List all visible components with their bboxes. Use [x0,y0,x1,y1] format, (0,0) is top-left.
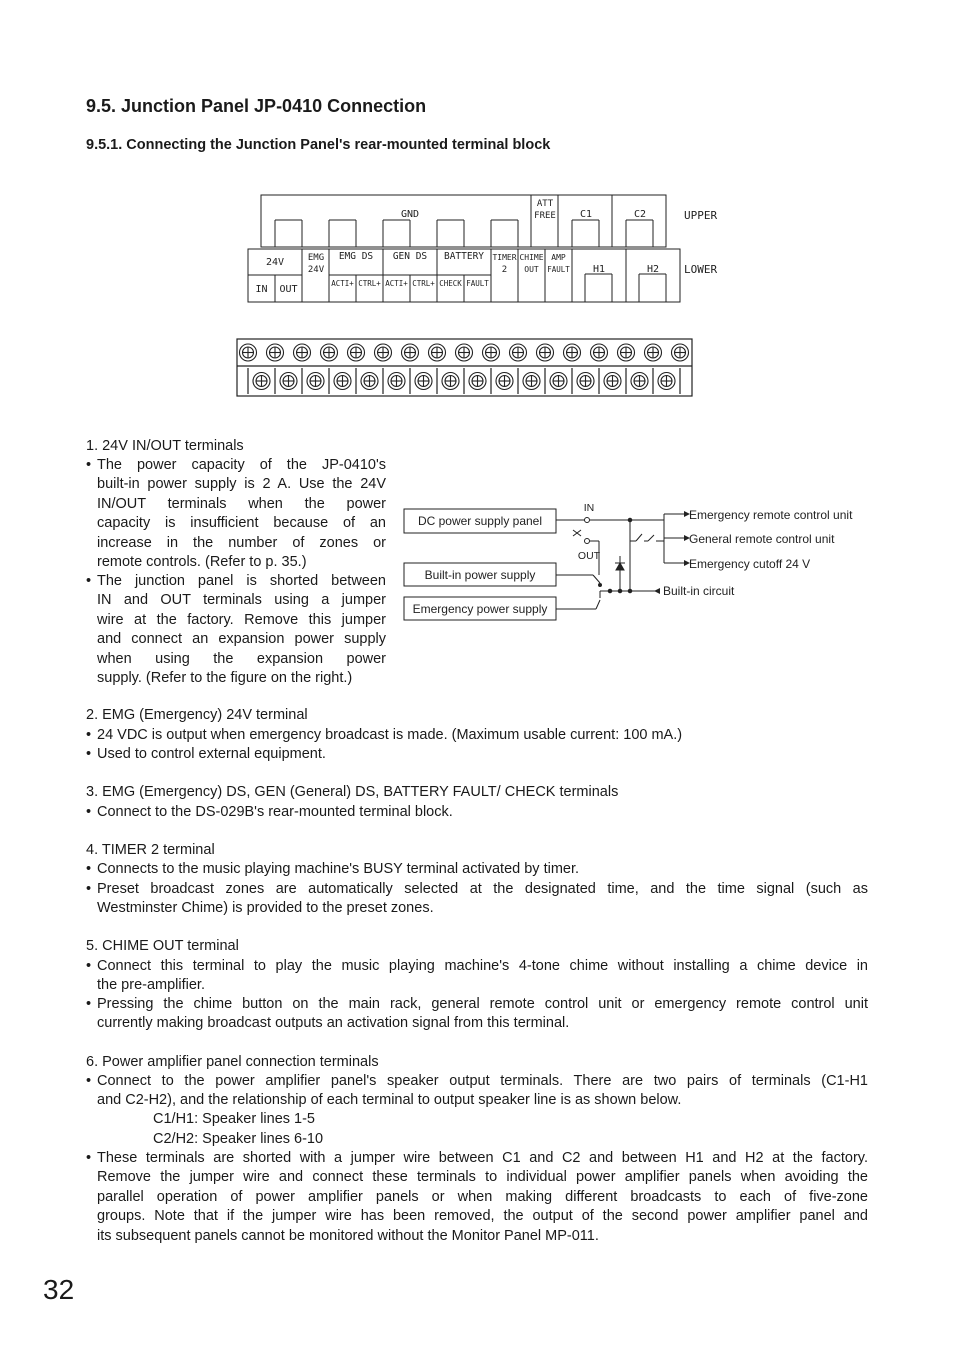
label-gnd: GND [400,209,420,220]
label-gen-ds: GEN DS [392,251,428,262]
item1-heading: 1. 24V IN/OUT terminals [86,438,244,454]
item5-bullet-2: • Pressing the chime button on the main rack, general remote control unit or emergency remote control unit currently making broadcast outputs an activation signal from this terminal. [86,996,868,1032]
label-c1: C1 [579,209,593,220]
item2-bullet-1: • 24 VDC is output when emergency broadcast is made. (Maximum usable current: 100 mA.) [86,726,682,745]
label-emg: EMG [307,253,325,263]
label-gen-remote: General remote control unit [689,532,835,546]
label-amp: AMP [551,253,566,262]
item4-heading: 4. TIMER 2 terminal [86,842,215,858]
label-upper: UPPER [684,209,718,222]
item5-bullet-1: • Connect this terminal to play the music playing machine's 4-tone chime without installing a chime device in the pre-amplifier. [86,958,868,994]
label-amp-fault: FAULT [547,265,570,274]
item2-heading: 2. EMG (Emergency) 24V terminal [86,707,308,723]
item6-bullet-1: • Connect to the power amplifier panel's speaker output terminals. There are two pairs of terminals (C1-H1 and C2-H2), and the relationship of each terminal to output speaker line is as shown below. [86,1073,868,1109]
item3-heading: 3. EMG (Emergency) DS, GEN (General) DS, BATTERY FAULT/ CHECK terminals [86,784,619,800]
label-acti-1: ACTI+ [331,279,354,288]
item6-heading: 6. Power amplifier panel connection terminals [86,1054,379,1070]
item1-bullet-1: • The power capacity of the JP-0410's built-in power supply is 2 A. Use the 24V IN/OUT terminals when the power capacity is insufficient because of an increase in the number of zones or remote controls. (Refer to p. 35.) [86,457,386,571]
item4-bullet-2: • Preset broadcast zones are automatically selected at the designated time, and the time signal (such as Westminster Chime) is provided to the preset zones. [86,881,868,917]
label-chime: CHIME [519,253,544,262]
item6-bullet-2: • These terminals are shorted with a jumper wire between C1 and C2 and between H1 and H2 at the factory. Remove the jumper wire and connect these terminals to individual power amplifier panels when avoiding the parallel operation of power amplifier panels or when making different broadcasts to each of five-zone groups. Note that if the jumper wire has been removed, the output of the second power amplifier panel and its subsequent panels cannot be monitored without the Monitor Panel MP-011. [86,1150,868,1244]
label-circuit-in: IN [583,502,595,514]
item3-bullet-1: • Connect to the DS-029B's rear-mounted terminal block. [86,803,453,822]
page-number: 32 [43,1274,75,1305]
label-check: CHECK [439,279,462,288]
item6-c2h2: C2/H2: Speaker lines 6-10 [153,1131,324,1147]
label-builtin-supply: Built-in power supply [424,568,536,582]
label-h1: H1 [592,264,606,275]
label-emg-cutoff: Emergency cutoff 24 V [689,557,811,571]
label-timer: TIMER [492,253,517,262]
label-c2: C2 [633,209,647,220]
label-ctrl-2: CTRL+ [412,279,435,288]
label-chime-out: OUT [524,265,539,274]
label-lower: LOWER [684,263,718,276]
label-free: FREE [534,211,556,221]
label-circuit-out: OUT [577,550,601,562]
label-fault: FAULT [466,279,489,288]
item5-heading: 5. CHIME OUT terminal [86,938,239,954]
label-builtin-circuit: Built-in circuit [663,584,735,598]
label-emg-supply: Emergency power supply [412,602,548,616]
label-h2: H2 [646,264,660,275]
label-emg-ds: EMG DS [338,251,374,262]
label-att: ATT [536,199,554,209]
label-in: IN [255,284,268,295]
label-emg-24v: 24V [307,265,325,275]
label-ctrl-1: CTRL+ [358,279,381,288]
item2-bullet-2: • Used to control external equipment. [86,745,326,764]
label-out: OUT [279,284,298,295]
section-title: 9.5. Junction Panel JP-0410 Connection [86,96,427,116]
label-24v: 24V [265,257,285,268]
subsection-title: 9.5.1. Connecting the Junction Panel's rear-mounted terminal block [86,137,551,153]
item1-bullet-2: • The junction panel is shorted between IN and OUT terminals using a jumper wire at the factory. Remove this jumper and connect an expansion power supply when using the expansion power supply. (Refer to the figure on the right.) [86,573,386,687]
label-emg-remote: Emergency remote control unit [689,508,853,522]
item6-c1h1: C1/H1: Speaker lines 1-5 [153,1111,315,1127]
item4-bullet-1: • Connects to the music playing machine's BUSY terminal activated by timer. [86,860,579,879]
label-timer-2: 2 [501,265,508,275]
label-acti-2: ACTI+ [385,279,408,288]
label-dc-panel: DC power supply panel [417,514,543,528]
label-battery: BATTERY [443,251,485,262]
